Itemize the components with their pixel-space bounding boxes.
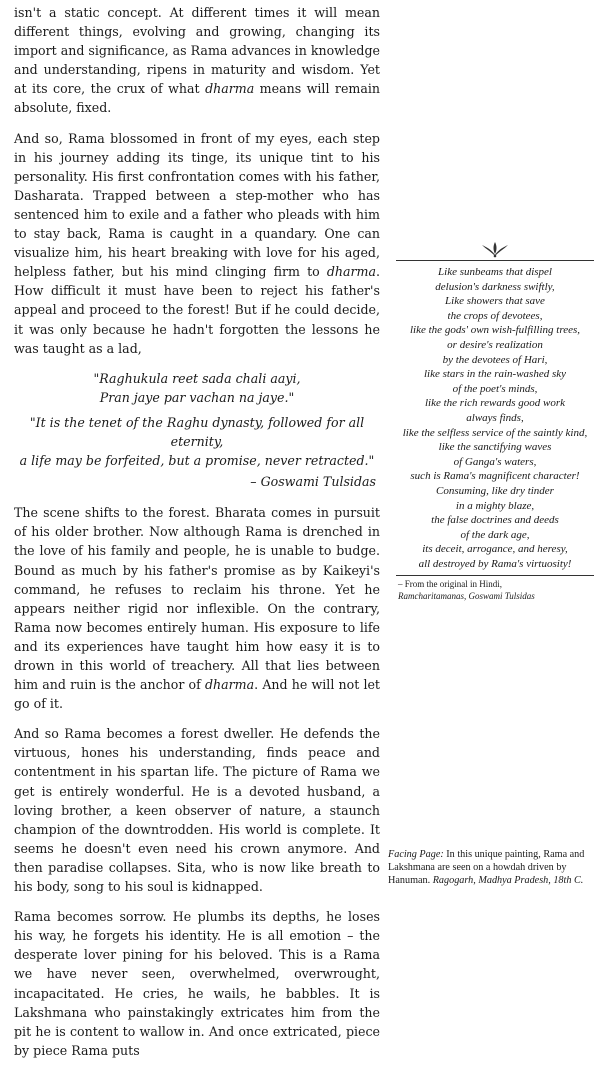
poem-line: like the rich rewards good work: [424, 397, 566, 410]
poem-line: the crops of devotees,: [447, 309, 543, 322]
hindi-quote: [14, 369, 380, 407]
poem-line: of the dark age,: [460, 528, 530, 541]
translation-line-1: "It is the tenet of the Raghu dynasty, followed for all eternity,: [29, 414, 365, 449]
poem-line: like the selfless service of the saintly kind,: [402, 426, 588, 439]
quote-line-2: Pran jaye par vachan na jaye.": [99, 389, 295, 405]
main-text-column: [14, 3, 380, 1071]
paragraph-2: And so, Rama blossomed in front of my eyes, each step in his journey adding its tinge, its unique tint to his personality. His first confrontation comes with his father, Dasharata. Trapped between a step-mother who has sentenced him to exile and a father who pleads with him to stay back, Rama is caught in a quandary. One can visualize him, his heart breaking with love for his aged, helpless father, but his mind clinging firm to dharma. How difficult it must have been to reject his father's appeal and proceed to the forest! But if he could decide, it was only because he hadn't forgotten the lessons he was taught as a lad,: [14, 130, 380, 356]
sidebar-poem-box: [396, 240, 594, 602]
poem-line: such is Rama's magnificent character!: [410, 470, 580, 483]
facing-page-caption: Facing Page: In this unique painting, Rama and Lakshmana are seen on a howdah driven by Hanuman. Ragogarh, Madhya Pradesh, 18th C.: [388, 849, 585, 886]
poem-line: like the sanctifying waves: [438, 441, 552, 454]
poem-line: in a mighty blaze,: [455, 499, 535, 512]
poem-line: or desire's realization: [447, 338, 543, 351]
poem-line: of the poet's minds,: [452, 382, 538, 395]
poem-line: by the devotees of Hari,: [442, 353, 548, 366]
poem-line: like stars in the rain-washed sky: [423, 368, 567, 381]
poem-line: all destroyed by Rama's virtuosity!: [418, 557, 572, 570]
poem-line: Consuming, like dry tinder: [436, 484, 554, 497]
poem-line: always finds,: [466, 411, 524, 424]
poem-line: Like sunbeams that dispel: [438, 266, 552, 278]
poem-text: [396, 265, 594, 571]
quote-attribution: – Goswami Tulsidas: [250, 474, 376, 490]
poem-line: like the gods' own wish-fulfilling trees,: [410, 324, 580, 337]
sidebar-top-rule: [396, 260, 594, 261]
paragraph-3: The scene shifts to the forest. Bharata comes in pursuit of his older brother. Now although Rama is drenched in the love of his family and people, he is unable to budge. Bound as much by his father's promise as by Kaikeyi's command, he refuses to reclaim his throne. Yet he appears neither rigid nor inflexible. On the contrary, Rama now becomes entirely human. His exposure to life and its experiences have taught him how easy it is to drown in this world of treachery. All that lies between him and ruin is the anchor of dharma. And he will not let go of it.: [14, 505, 380, 712]
poem-line: the false doctrines and deeds: [431, 514, 559, 527]
paragraph-5: Rama becomes sorrow. He plumbs its depths, he loses his way, he forgets his identity. He is all emotion – the desperate lover pining for his beloved. This is a Rama we have never seen, overwhelmed, overwrought, incapacitated. He cries, he wails, he babbles. It is Lakshmana who painstakingly extricates him from the pit he is content to wallow in. And once extricated, piece by piece Rama puts: [14, 909, 380, 1058]
quote-translation: [14, 413, 380, 470]
sidebar-bottom-rule: [396, 575, 594, 576]
poem-line: its deceit, arrogance, and heresy,: [422, 543, 568, 556]
poem-line: delusion's darkness swiftly,: [435, 280, 555, 293]
translation-line-2: a life may be forfeited, but a promise, never retracted.": [19, 453, 375, 469]
paragraph-4: And so Rama becomes a forest dweller. He defends the virtuous, hones his understanding, finds peace and contentment in his spartan life. The picture of Rama we get is entirely wonderful. He is a devoted husband, a loving brother, a keen observer of nature, a staunch champion of the downtrodden. His world is complete. It seems he doesn't even need his crown anymore. And then paradise collapses. Sita, who is now like breath to his body, song to his soul is kidnapped.: [14, 726, 380, 895]
quote-line-1: "Raghukula reet sada chali aayi,: [93, 370, 301, 386]
ornament-icon: [396, 240, 594, 260]
poem-line: of Ganga's waters,: [453, 455, 537, 468]
poem-source: – From the original in Hindi, Ramcharitamanas, Goswami Tulsidas: [398, 579, 535, 601]
poem-line: Like showers that save: [445, 295, 545, 308]
paragraph-1: isn't a static concept. At different times it will mean different things, evolving and growing, changing its import and significance, as Rama advances in knowledge and understanding, ripens in maturity and wisdom. Yet at its core, the crux of what dharma means will remain absolute, fixed.: [14, 5, 380, 116]
